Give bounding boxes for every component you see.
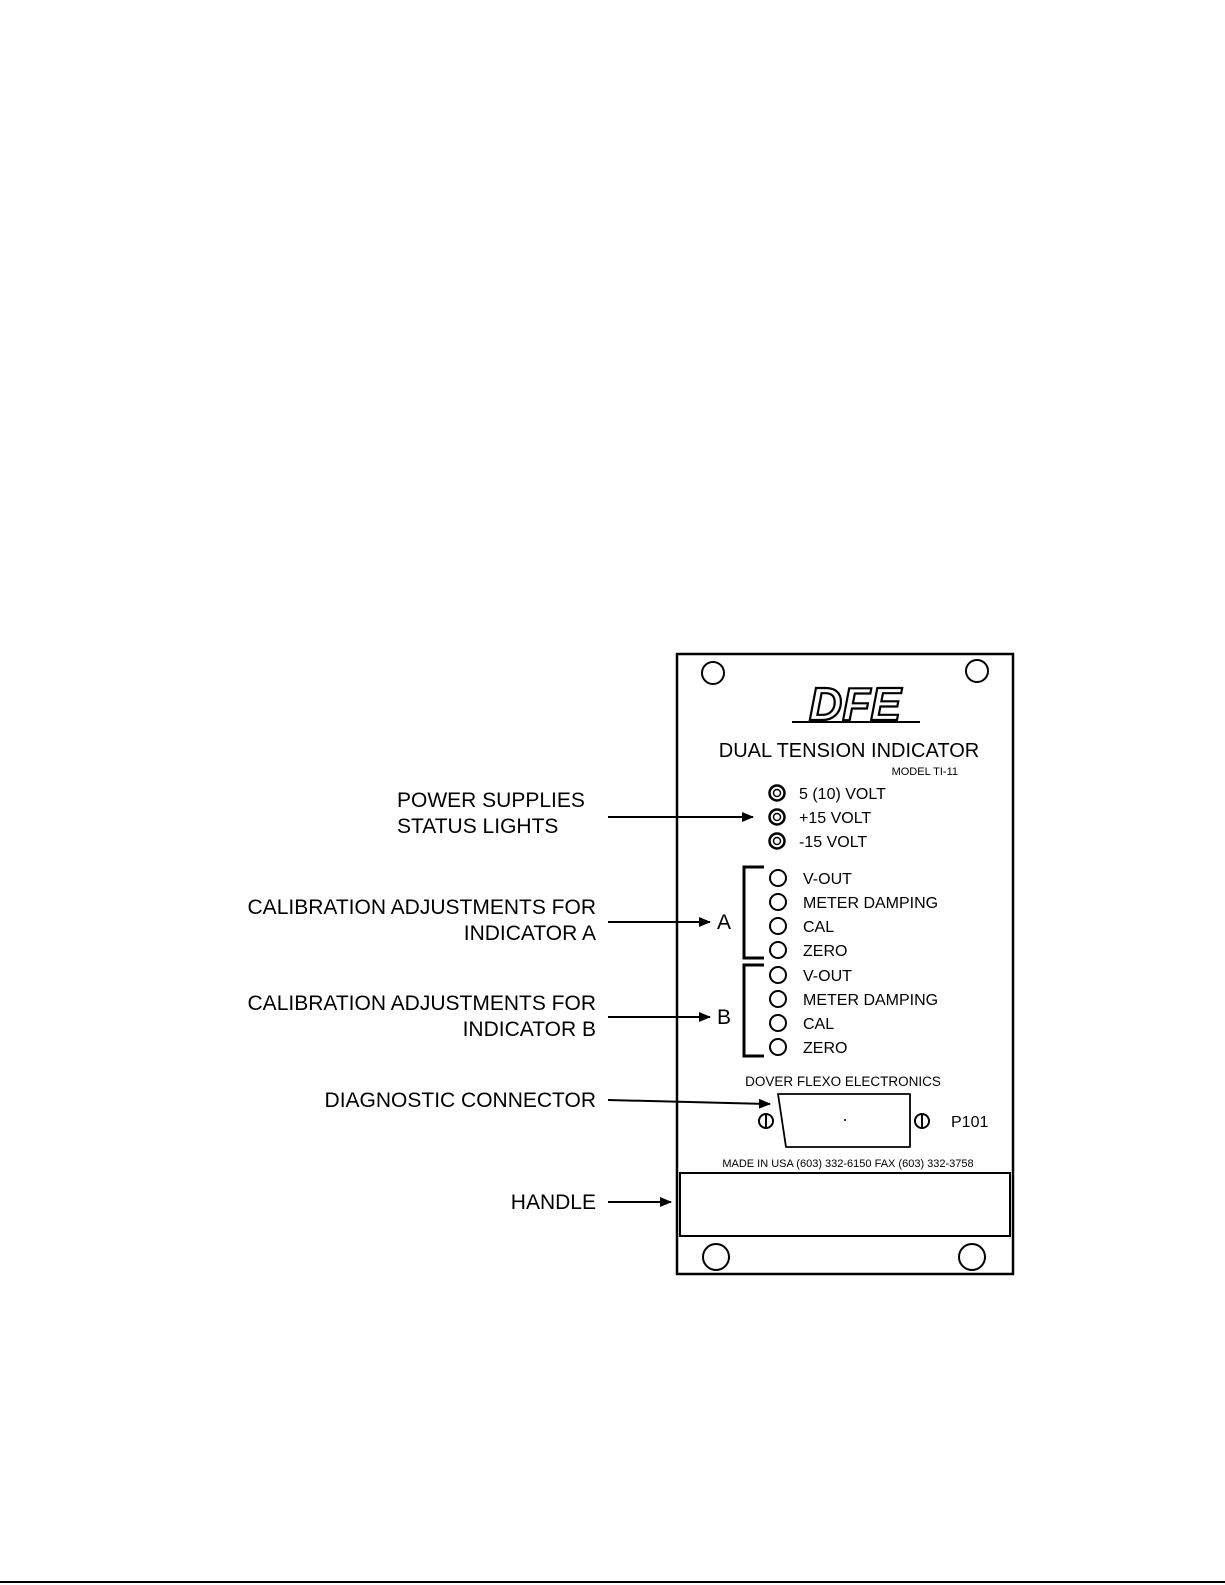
power-light-label: +15 VOLT — [799, 810, 872, 827]
callout-power-supplies — [397, 789, 753, 838]
callout-text: INDICATOR B — [462, 1018, 596, 1041]
adjustment-label: METER DAMPING — [803, 992, 939, 1009]
dfe-logo — [792, 678, 920, 730]
power-light-label: -15 VOLT — [799, 834, 868, 851]
manufacturer-label: DOVER FLEXO ELECTRONICS — [745, 1074, 941, 1089]
adjustment-label: ZERO — [803, 1040, 848, 1057]
adjustments-group-b — [717, 965, 938, 1057]
callout-text: CALIBRATION ADJUSTMENTS FOR — [247, 896, 596, 919]
callout-calibration-a — [248, 896, 710, 945]
bracket-a — [744, 867, 764, 958]
callout-diagnostic-connector — [325, 1089, 770, 1112]
status-light-5v — [770, 786, 785, 801]
panel-title: DUAL TENSION INDICATOR — [718, 740, 980, 762]
group-b-letter: B — [717, 1006, 732, 1029]
mounting-hole-bottom-right — [959, 1244, 985, 1270]
callout-text: DIAGNOSTIC CONNECTOR — [324, 1089, 596, 1112]
adjustment-label: CAL — [803, 919, 835, 936]
adjustment-pot — [770, 870, 786, 886]
adjustment-label: CAL — [803, 1016, 835, 1033]
page-bottom-rule — [0, 1581, 1225, 1583]
adjustments-group-a — [717, 867, 938, 960]
callout-arrow — [608, 1100, 770, 1104]
adjustment-label: V-OUT — [803, 871, 852, 888]
callout-text: CALIBRATION ADJUSTMENTS FOR — [247, 992, 596, 1015]
status-light-minus15v — [770, 834, 785, 849]
connector-shell — [778, 1094, 910, 1147]
logo-text: DFE — [809, 678, 901, 730]
handle — [680, 1173, 1010, 1236]
callout-text: HANDLE — [510, 1191, 596, 1214]
adjustment-pot — [770, 918, 786, 934]
connector-id: P101 — [951, 1114, 989, 1131]
adjustment-label: METER DAMPING — [803, 895, 939, 912]
diagnostic-connector — [759, 1094, 988, 1147]
group-a-letter: A — [717, 911, 732, 934]
bracket-b — [744, 965, 764, 1056]
adjustment-pot — [770, 894, 786, 910]
adjustment-label: V-OUT — [803, 968, 852, 985]
status-light-plus15v — [770, 810, 785, 825]
mounting-hole-top-left — [702, 662, 724, 684]
adjustment-pot — [770, 1015, 786, 1031]
callout-handle — [511, 1191, 671, 1214]
callout-text: INDICATOR A — [463, 922, 596, 945]
mounting-hole-bottom-left — [703, 1244, 729, 1270]
mounting-hole-top-right — [966, 660, 988, 682]
adjustment-label: ZERO — [803, 943, 848, 960]
model-label: MODEL TI-11 — [891, 766, 958, 778]
adjustment-pot — [770, 942, 786, 958]
adjustment-pot — [770, 967, 786, 983]
made-in-usa-label: MADE IN USA (603) 332-6150 FAX (603) 332-3758 — [722, 1158, 974, 1170]
callout-text: POWER SUPPLIES — [397, 789, 585, 812]
callout-calibration-b — [248, 992, 710, 1041]
power-status-lights — [770, 786, 887, 852]
adjustment-pot — [770, 1039, 786, 1055]
power-light-label: 5 (10) VOLT — [799, 786, 886, 803]
adjustment-pot — [770, 991, 786, 1007]
callout-text: STATUS LIGHTS — [397, 815, 559, 838]
